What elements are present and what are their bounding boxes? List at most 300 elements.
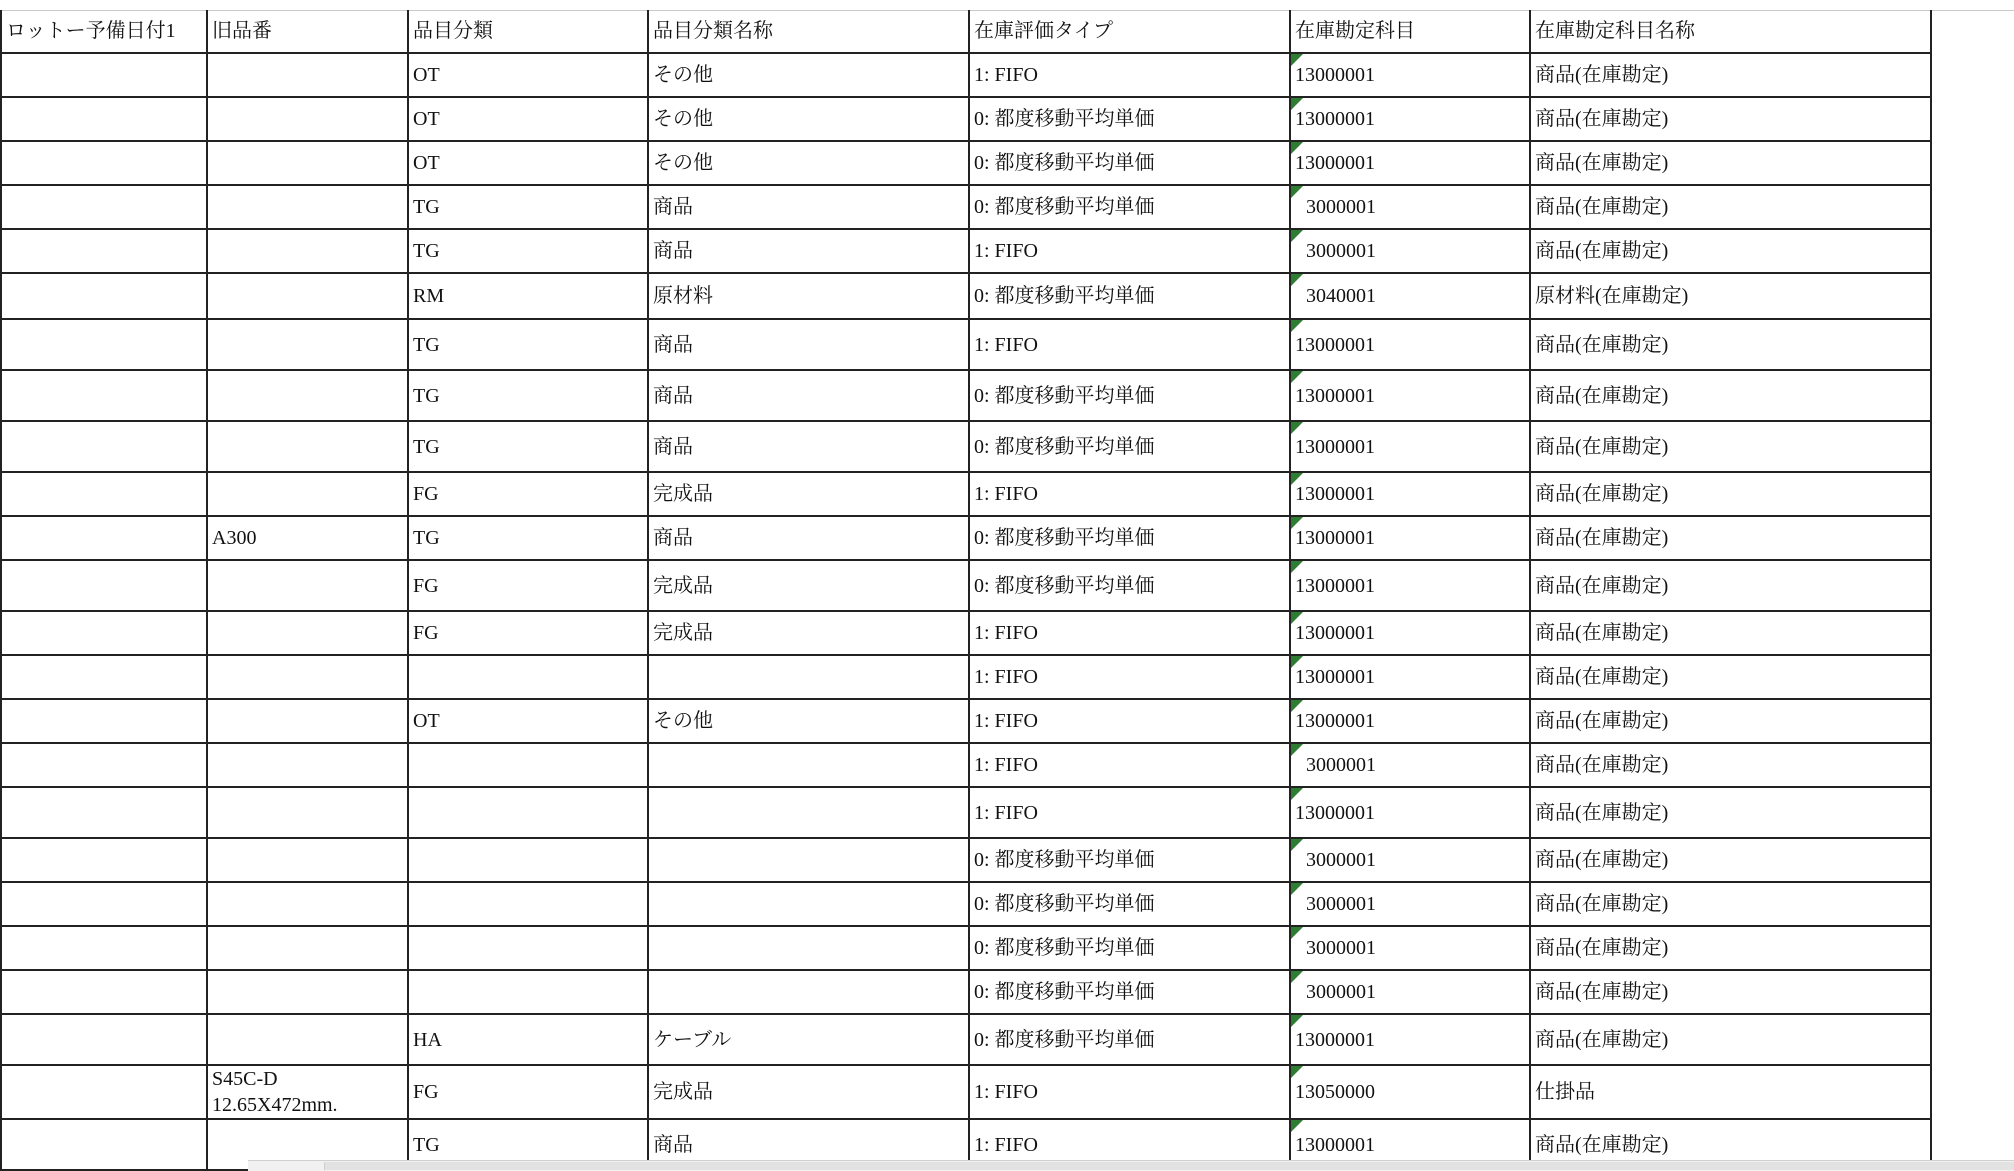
table-row xyxy=(1,1065,1931,1119)
header-cell[interactable]: 品目分類 xyxy=(408,10,648,53)
cell-text: 商品(在庫勘定) xyxy=(1535,196,1669,218)
table-cell[interactable] xyxy=(1290,1065,1530,1119)
table-cell[interactable] xyxy=(408,97,648,141)
cell-text: 商品(在庫勘定) xyxy=(1535,666,1669,688)
table-cell[interactable] xyxy=(1,838,207,882)
account-code: 13000001 xyxy=(1295,435,1375,458)
table-cell[interactable] xyxy=(969,611,1290,655)
table-cell[interactable] xyxy=(1530,787,1931,838)
account-code: 13000001 xyxy=(1295,108,1375,130)
account-code: 3000001 xyxy=(1306,981,1376,1003)
table-cell[interactable] xyxy=(1,319,207,370)
table-cell[interactable] xyxy=(1530,421,1931,472)
table-row xyxy=(1,185,1931,229)
cell-text: 商品 xyxy=(653,1133,693,1156)
cell-text: OT xyxy=(413,710,440,732)
account-code: 13000001 xyxy=(1295,622,1375,644)
account-code: 13000001 xyxy=(1295,1133,1375,1156)
cell-text: 商品(在庫勘定) xyxy=(1535,710,1669,732)
table-cell[interactable] xyxy=(648,370,969,421)
account-code: 13050000 xyxy=(1295,1081,1375,1103)
table-cell[interactable] xyxy=(648,516,969,560)
cell-text: 0: 都度移動平均単価 xyxy=(974,196,1155,218)
account-code: 13000001 xyxy=(1295,384,1375,407)
cell-text: 0: 都度移動平均単価 xyxy=(974,849,1155,871)
table-cell[interactable] xyxy=(408,838,648,882)
table-cell[interactable] xyxy=(207,882,408,926)
cell-text: 0: 都度移動平均単価 xyxy=(974,893,1155,915)
table-cell[interactable] xyxy=(969,970,1290,1014)
table-row xyxy=(1,370,1931,421)
cell-text: 0: 都度移動平均単価 xyxy=(974,574,1155,597)
table-cell[interactable] xyxy=(1530,229,1931,273)
cell-text: 0: 都度移動平均単価 xyxy=(974,152,1155,174)
table-cell[interactable] xyxy=(648,655,969,699)
scrollbar-thumb[interactable] xyxy=(324,1162,2014,1170)
cell-text: 商品(在庫勘定) xyxy=(1535,483,1669,505)
table-cell[interactable] xyxy=(408,229,648,273)
cell-text: 商品(在庫勘定) xyxy=(1535,527,1669,549)
cell-text: S45C-D 12.65X472mm. xyxy=(212,1068,338,1116)
table-cell[interactable] xyxy=(207,229,408,273)
number-as-text-indicator-icon xyxy=(1291,1015,1303,1027)
cell-text: 0: 都度移動平均単価 xyxy=(974,1028,1155,1051)
table-row xyxy=(1,882,1931,926)
table-cell[interactable] xyxy=(969,141,1290,185)
cell-text: 商品 xyxy=(653,527,693,549)
number-as-text-indicator-icon xyxy=(1291,839,1303,851)
header-cell[interactable]: 在庫勘定科目名称 xyxy=(1530,10,1931,53)
header-cell[interactable]: 在庫評価タイプ xyxy=(969,10,1290,53)
number-as-text-indicator-icon xyxy=(1291,1120,1303,1132)
table-cell[interactable] xyxy=(1,926,207,970)
account-code: 3000001 xyxy=(1306,196,1376,218)
table-cell[interactable] xyxy=(969,370,1290,421)
table-row xyxy=(1,319,1931,370)
cell-text: 1: FIFO xyxy=(974,483,1038,505)
table-cell[interactable] xyxy=(408,1014,648,1065)
account-code: 13000001 xyxy=(1295,64,1375,86)
cell-text: FG xyxy=(413,574,439,597)
cell-text: 商品(在庫勘定) xyxy=(1535,622,1669,644)
table-cell[interactable] xyxy=(207,787,408,838)
table-cell[interactable] xyxy=(969,421,1290,472)
table-cell[interactable] xyxy=(648,926,969,970)
number-as-text-indicator-icon xyxy=(1291,744,1303,756)
header-row xyxy=(1,10,1931,53)
table-cell[interactable] xyxy=(969,560,1290,611)
cell-text: 商品(在庫勘定) xyxy=(1535,1028,1669,1051)
table-cell[interactable] xyxy=(969,273,1290,319)
table-cell[interactable] xyxy=(648,970,969,1014)
table-cell[interactable] xyxy=(408,472,648,516)
table-cell[interactable] xyxy=(408,611,648,655)
table-cell[interactable] xyxy=(1290,472,1530,516)
table-row xyxy=(1,273,1931,319)
table-cell[interactable] xyxy=(408,421,648,472)
table-cell[interactable] xyxy=(207,370,408,421)
cell-text: 商品 xyxy=(653,240,693,262)
table-cell[interactable] xyxy=(1290,560,1530,611)
number-as-text-indicator-icon xyxy=(1291,98,1303,110)
table-cell[interactable] xyxy=(1530,926,1931,970)
cell-text: その他 xyxy=(653,152,713,174)
table-cell[interactable] xyxy=(1,229,207,273)
cell-text: 商品(在庫勘定) xyxy=(1535,574,1669,597)
table-cell[interactable] xyxy=(408,319,648,370)
table-cell[interactable] xyxy=(1530,273,1931,319)
table-row xyxy=(1,53,1931,97)
table-cell[interactable] xyxy=(1290,141,1530,185)
header-cell[interactable]: 品目分類名称 xyxy=(648,10,969,53)
header-cell[interactable]: 旧品番 xyxy=(207,10,408,53)
cell-text: ケーブル xyxy=(653,1028,732,1051)
table-cell[interactable] xyxy=(408,185,648,229)
table-row xyxy=(1,1014,1931,1065)
horizontal-scrollbar[interactable] xyxy=(248,1160,2014,1171)
table-cell[interactable] xyxy=(207,421,408,472)
table-cell[interactable] xyxy=(1290,229,1530,273)
table-cell[interactable] xyxy=(969,185,1290,229)
table-cell[interactable] xyxy=(1,787,207,838)
number-as-text-indicator-icon xyxy=(1291,927,1303,939)
number-as-text-indicator-icon xyxy=(1291,883,1303,895)
table-cell[interactable] xyxy=(207,743,408,787)
table-cell[interactable] xyxy=(207,273,408,319)
table-cell[interactable] xyxy=(648,1065,969,1119)
cell-text: TG xyxy=(413,196,440,218)
table-row xyxy=(1,838,1931,882)
account-code: 3000001 xyxy=(1306,893,1376,915)
table-cell[interactable] xyxy=(207,97,408,141)
table-cell[interactable] xyxy=(1,185,207,229)
account-code: 13000001 xyxy=(1295,710,1375,732)
cell-text: 1: FIFO xyxy=(974,240,1038,262)
table-cell[interactable] xyxy=(1530,699,1931,743)
table-cell[interactable] xyxy=(1,970,207,1014)
table-cell[interactable] xyxy=(1,611,207,655)
table-cell[interactable] xyxy=(1,743,207,787)
cell-text: TG xyxy=(413,240,440,262)
table-row xyxy=(1,472,1931,516)
cell-text: 0: 都度移動平均単価 xyxy=(974,981,1155,1003)
table-cell[interactable] xyxy=(1,1065,207,1119)
account-code: 13000001 xyxy=(1295,527,1375,549)
cell-text: RM xyxy=(413,285,445,307)
table-cell[interactable] xyxy=(1,699,207,743)
table-cell[interactable] xyxy=(408,273,648,319)
cell-text: 0: 都度移動平均単価 xyxy=(974,435,1155,458)
table-cell[interactable] xyxy=(207,53,408,97)
table-cell[interactable] xyxy=(408,655,648,699)
cell-text: TG xyxy=(413,527,440,549)
number-as-text-indicator-icon xyxy=(1291,371,1303,383)
table-cell[interactable] xyxy=(1530,655,1931,699)
cell-text: 商品(在庫勘定) xyxy=(1535,384,1669,407)
cell-text: 1: FIFO xyxy=(974,754,1038,776)
table-cell[interactable] xyxy=(969,787,1290,838)
cell-text: FG xyxy=(413,622,439,644)
table-cell[interactable] xyxy=(648,97,969,141)
table-cell[interactable] xyxy=(969,516,1290,560)
account-code: 13000001 xyxy=(1295,801,1375,824)
table-cell[interactable] xyxy=(408,53,648,97)
table-cell[interactable] xyxy=(1530,1065,1931,1119)
table-cell[interactable] xyxy=(408,516,648,560)
cell-text: FG xyxy=(413,483,439,505)
table-cell[interactable] xyxy=(1290,421,1530,472)
table-cell[interactable] xyxy=(1,141,207,185)
cell-text: 商品(在庫勘定) xyxy=(1535,333,1669,356)
table-cell[interactable] xyxy=(207,970,408,1014)
table-cell[interactable] xyxy=(207,699,408,743)
table-cell[interactable] xyxy=(1,882,207,926)
cell-text: その他 xyxy=(653,710,713,732)
table-cell[interactable] xyxy=(1,370,207,421)
cell-text: 0: 都度移動平均単価 xyxy=(974,384,1155,407)
table-cell[interactable] xyxy=(1530,516,1931,560)
table-cell[interactable] xyxy=(1290,97,1530,141)
table-row xyxy=(1,926,1931,970)
table-cell[interactable] xyxy=(408,370,648,421)
table-cell[interactable] xyxy=(969,53,1290,97)
cell-text: OT xyxy=(413,108,440,130)
cell-text: 商品(在庫勘定) xyxy=(1535,108,1669,130)
number-as-text-indicator-icon xyxy=(1291,186,1303,198)
cell-text: TG xyxy=(413,384,440,407)
table-cell[interactable] xyxy=(1290,838,1530,882)
table-cell[interactable] xyxy=(1290,743,1530,787)
account-code: 13000001 xyxy=(1295,333,1375,356)
cell-text: 完成品 xyxy=(653,483,713,505)
table-cell[interactable] xyxy=(1290,611,1530,655)
table-cell[interactable] xyxy=(648,560,969,611)
table-cell[interactable] xyxy=(648,421,969,472)
table-cell[interactable] xyxy=(1290,970,1530,1014)
table-cell[interactable] xyxy=(1290,1014,1530,1065)
table-cell[interactable] xyxy=(648,1014,969,1065)
number-as-text-indicator-icon xyxy=(1291,788,1303,800)
cell-text: その他 xyxy=(653,108,713,130)
table-cell[interactable] xyxy=(1530,97,1931,141)
table-row xyxy=(1,229,1931,273)
table-cell[interactable] xyxy=(1530,970,1931,1014)
cell-text: 商品(在庫勘定) xyxy=(1535,937,1669,959)
cell-text: FG xyxy=(413,1081,439,1103)
table-cell[interactable] xyxy=(969,655,1290,699)
table-cell[interactable] xyxy=(1530,472,1931,516)
table-cell[interactable] xyxy=(1290,273,1530,319)
cell-text: 商品(在庫勘定) xyxy=(1535,64,1669,86)
table-cell[interactable] xyxy=(1530,838,1931,882)
number-as-text-indicator-icon xyxy=(1291,274,1303,286)
table-row xyxy=(1,743,1931,787)
cell-text: 商品 xyxy=(653,196,693,218)
table-cell[interactable] xyxy=(1,97,207,141)
table-cell[interactable] xyxy=(648,185,969,229)
table-cell[interactable] xyxy=(207,560,408,611)
cell-text: 商品 xyxy=(653,435,693,458)
number-as-text-indicator-icon xyxy=(1291,473,1303,485)
table-cell[interactable] xyxy=(207,516,408,560)
account-code: 13000001 xyxy=(1295,574,1375,597)
cell-text: TG xyxy=(413,435,440,458)
table-cell[interactable] xyxy=(1,273,207,319)
table-cell[interactable] xyxy=(1,516,207,560)
header-cell[interactable]: 在庫勘定科目 xyxy=(1290,10,1530,53)
table-cell[interactable] xyxy=(1530,1014,1931,1065)
table-row xyxy=(1,699,1931,743)
table-cell[interactable] xyxy=(1290,370,1530,421)
table-cell[interactable] xyxy=(207,838,408,882)
table-cell[interactable] xyxy=(1290,655,1530,699)
table-cell[interactable] xyxy=(408,560,648,611)
table-cell[interactable] xyxy=(1,1014,207,1065)
table-cell[interactable] xyxy=(648,611,969,655)
header-cell[interactable]: ロットー予備日付1 xyxy=(1,10,207,53)
table-cell[interactable] xyxy=(1290,516,1530,560)
table-cell[interactable] xyxy=(1530,743,1931,787)
cell-text: TG xyxy=(413,1133,440,1156)
table-cell[interactable] xyxy=(1530,319,1931,370)
table-cell[interactable] xyxy=(969,882,1290,926)
table-row xyxy=(1,421,1931,472)
table-cell[interactable] xyxy=(207,1014,408,1065)
table-cell[interactable] xyxy=(1,560,207,611)
table-cell[interactable] xyxy=(648,838,969,882)
table-cell[interactable] xyxy=(1530,370,1931,421)
table-row xyxy=(1,970,1931,1014)
table-cell[interactable] xyxy=(408,743,648,787)
table-cell[interactable] xyxy=(648,273,969,319)
number-as-text-indicator-icon xyxy=(1291,142,1303,154)
table-cell[interactable] xyxy=(1290,787,1530,838)
table-cell[interactable] xyxy=(648,229,969,273)
table-cell[interactable] xyxy=(1530,560,1931,611)
table-cell[interactable] xyxy=(1,472,207,516)
table-cell[interactable] xyxy=(408,1065,648,1119)
table-row xyxy=(1,141,1931,185)
cell-text: 商品(在庫勘定) xyxy=(1535,981,1669,1003)
table-cell[interactable] xyxy=(1290,319,1530,370)
cell-text: 1: FIFO xyxy=(974,333,1038,356)
table-cell[interactable] xyxy=(1290,53,1530,97)
cell-text: 1: FIFO xyxy=(974,1081,1038,1103)
account-code: 3000001 xyxy=(1306,240,1376,262)
table-cell[interactable] xyxy=(648,472,969,516)
table-cell[interactable] xyxy=(1,53,207,97)
table-cell[interactable] xyxy=(207,611,408,655)
table-cell[interactable] xyxy=(207,1065,408,1119)
spreadsheet-grid[interactable] xyxy=(0,10,2014,1160)
cell-text: 0: 都度移動平均単価 xyxy=(974,527,1155,549)
table-cell[interactable] xyxy=(1290,926,1530,970)
table-cell[interactable] xyxy=(1290,882,1530,926)
cell-text: 商品(在庫勘定) xyxy=(1535,240,1669,262)
account-code: 3040001 xyxy=(1306,285,1376,307)
table-row xyxy=(1,611,1931,655)
cell-text: 商品(在庫勘定) xyxy=(1535,152,1669,174)
table-cell[interactable] xyxy=(408,787,648,838)
table-cell[interactable] xyxy=(207,319,408,370)
cell-text: 1: FIFO xyxy=(974,64,1038,86)
cell-text: 完成品 xyxy=(653,622,713,644)
cell-text: 0: 都度移動平均単価 xyxy=(974,108,1155,130)
number-as-text-indicator-icon xyxy=(1291,1066,1303,1078)
table-cell[interactable] xyxy=(648,699,969,743)
data-table xyxy=(0,10,1931,1171)
table-cell[interactable] xyxy=(648,53,969,97)
table-cell[interactable] xyxy=(1,655,207,699)
table-cell[interactable] xyxy=(207,472,408,516)
table-cell[interactable] xyxy=(207,655,408,699)
table-row xyxy=(1,516,1931,560)
cell-text: 1: FIFO xyxy=(974,801,1038,824)
table-cell[interactable] xyxy=(1530,53,1931,97)
table-cell[interactable] xyxy=(1530,882,1931,926)
table-row xyxy=(1,97,1931,141)
table-cell[interactable] xyxy=(408,141,648,185)
cell-text: TG xyxy=(413,333,440,356)
table-cell[interactable] xyxy=(207,141,408,185)
table-cell[interactable] xyxy=(969,926,1290,970)
table-cell[interactable] xyxy=(408,699,648,743)
table-cell[interactable] xyxy=(648,141,969,185)
account-code: 3000001 xyxy=(1306,937,1376,959)
table-row xyxy=(1,655,1931,699)
table-cell[interactable] xyxy=(648,319,969,370)
table-cell[interactable] xyxy=(408,970,648,1014)
table-cell[interactable] xyxy=(207,926,408,970)
table-cell[interactable] xyxy=(1,1119,207,1170)
cell-text: HA xyxy=(413,1028,442,1051)
number-as-text-indicator-icon xyxy=(1291,517,1303,529)
table-cell[interactable] xyxy=(648,787,969,838)
table-cell[interactable] xyxy=(1,421,207,472)
cell-text: 0: 都度移動平均単価 xyxy=(974,285,1155,307)
number-as-text-indicator-icon xyxy=(1291,561,1303,573)
table-cell[interactable] xyxy=(969,838,1290,882)
table-cell[interactable] xyxy=(969,97,1290,141)
table-cell[interactable] xyxy=(1290,699,1530,743)
cell-text: 完成品 xyxy=(653,574,713,597)
cell-text: OT xyxy=(413,152,440,174)
cell-text: 原材料(在庫勘定) xyxy=(1535,285,1689,307)
number-as-text-indicator-icon xyxy=(1291,612,1303,624)
table-cell[interactable] xyxy=(969,319,1290,370)
account-code: 3000001 xyxy=(1306,849,1376,871)
table-cell[interactable] xyxy=(408,882,648,926)
table-cell[interactable] xyxy=(969,743,1290,787)
table-cell[interactable] xyxy=(1530,611,1931,655)
table-cell[interactable] xyxy=(1290,185,1530,229)
table-cell[interactable] xyxy=(969,1065,1290,1119)
table-cell[interactable] xyxy=(207,185,408,229)
table-cell[interactable] xyxy=(1530,141,1931,185)
table-cell[interactable] xyxy=(969,1014,1290,1065)
number-as-text-indicator-icon xyxy=(1291,422,1303,434)
table-cell[interactable] xyxy=(648,882,969,926)
table-cell[interactable] xyxy=(408,926,648,970)
table-cell[interactable] xyxy=(969,472,1290,516)
table-cell[interactable] xyxy=(969,699,1290,743)
table-cell[interactable] xyxy=(648,743,969,787)
table-cell[interactable] xyxy=(1530,185,1931,229)
number-as-text-indicator-icon xyxy=(1291,320,1303,332)
account-code: 13000001 xyxy=(1295,483,1375,505)
table-row xyxy=(1,560,1931,611)
table-cell[interactable] xyxy=(969,229,1290,273)
